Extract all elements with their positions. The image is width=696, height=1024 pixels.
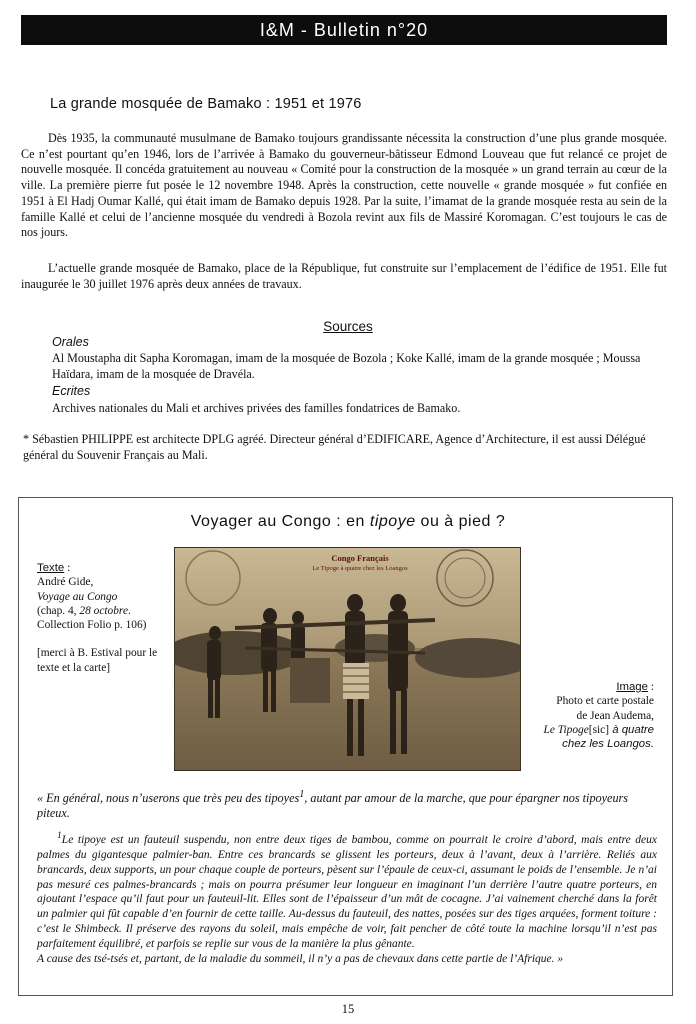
credit-chapter-end: . bbox=[128, 604, 131, 617]
quote-end: , autant par amour de la marche, que pour épargner nos tipoyeurs piteux. bbox=[37, 791, 629, 821]
credit-chapter-date: 28 octobre bbox=[79, 604, 129, 617]
sources-written-text: Archives nationales du Mali et archives privées des familles fondatrices de Bamako. bbox=[52, 401, 461, 415]
article-title: La grande mosquée de Bamako : 1951 et 1976 bbox=[50, 96, 362, 112]
note-closing: A cause des tsé-tsés et, partant, de la maladie du sommeil, il n’y a pas de chevaux dans cette partie de l’Afrique. » bbox=[37, 953, 564, 966]
credit-thanks: [merci à B. Estival pour le texte et la carte] bbox=[37, 647, 158, 674]
text-label: Texte bbox=[37, 562, 65, 574]
note-marker: 1 bbox=[57, 830, 62, 841]
text-label-sep: : bbox=[64, 562, 71, 574]
article-paragraph-2: L’actuelle grande mosquée de Bamako, place de la République, fut construite sur l’emplacement de l’édifice de 1951. Elle fut inaugurée le 30 juillet 1976 après deux années de travaux. bbox=[21, 261, 667, 291]
image-label-sep: : bbox=[647, 681, 654, 693]
box-title bbox=[0, 513, 696, 531]
author-footnote: * Sébastien PHILIPPE est architecte DPLG agréé. Directeur général d’EDIFICARE, Agence d’Architecture, il est aussi Délégué général du Souvenir Français au Mali. bbox=[23, 432, 646, 462]
image-label: Image bbox=[616, 681, 648, 693]
postcard-photo bbox=[174, 547, 521, 771]
sources-title: Sources bbox=[323, 319, 373, 334]
page-number: 15 bbox=[341, 1002, 355, 1016]
box-title-end: ou à pied ? bbox=[415, 513, 506, 530]
quote-footnote-marker: 1 bbox=[299, 789, 305, 800]
credit-chapter: (chap. 4, bbox=[37, 604, 80, 617]
sources-written-label: Ecrites bbox=[52, 384, 91, 398]
tipoye-footnote bbox=[37, 829, 657, 967]
sources-oral-label: Orales bbox=[52, 335, 89, 349]
sources-oral-text: Al Moustapha dit Sapha Koromagan, imam de la mosquée de Bozola ; Koke Kallé, imam de la grande mosquée ; Moussa Haïdara, imam de la mosquée de Dravéla. bbox=[52, 351, 641, 381]
credit-collection: Collection Folio p. 106) bbox=[37, 619, 147, 632]
postcard-caption-subtitle: Le Tipoge à quatre chez les Loangos bbox=[312, 565, 408, 572]
article-paragraph-1: Dès 1935, la communauté musulmane de Bamako toujours grandissante nécessita la construction d’une plus grande mosquée. Ce n’est pourtant qu’en 1946, lors de l’arrivée à Bamako du gouverneur-bâtisseur Edmond Louveau que fut relancé ce projet de nouvelle mosquée. Il concéda gratuitement au nouveau « Comité pour la construction de la mosquée » un grand terrain au cœur de la ville. La première pierre fut posée le 12 novembre 1948. Après la construction, cette nouvelle « grande mosquée » fut confiée en 1951 à El Hadj Oumar Kallé, qui était imam de Bamako depuis 1928. Par la suite, l’imamat de la grande mosquée resta au sein de la famille Kallé et celui de l’ancienne mosquée du vendredi à Bozola revint aux fils de Massiré Koromagan. C’est toujours le cas de nos jours. bbox=[21, 131, 667, 240]
bulletin-header bbox=[21, 15, 667, 45]
note-text: Le tipoye est un fauteuil suspendu, non entre deux tiges de bambou, comme on pourrait le croire d’abord, mais entre deux palmes du gigantesque palmier-ban. Entre ces brancards se glissent les porteurs, deux à l’avant, deux à l’arrière. Reliés aux brancards, deux supports, un pour chaque couple de porteurs, pèsent sur l’épaule de ceux-ci, assumant le poids de l’ensemble. Je n’ai pas mesuré ces palmes-brancards ; mais on pourra présumer leur longueur en imaginant l’un derrière l’autre quatre porteurs, en ajoutant l’espace qu’il faut pour un fauteuil-lit. Elles sont de l’épaisseur d’un mât de cocagne. J’ai vainement cherché dans la forêt un palmier qui fût capable d’en fournir de cette taille. Au-dessus du fauteuil, des nattes, posées sur des tiges arquées, forment toiture : c’est le Shimbeck. Il préserve des rayons du soleil, mais empêche de voir, fait pencher de côté toute la machine lorsqu’il n’est pas parfaitement équilibré, et parfois se replie sur vous de la manière la plus gênante. bbox=[37, 833, 657, 951]
image-credit bbox=[520, 680, 654, 751]
text-credit bbox=[37, 561, 177, 675]
postcard-caption-title: Congo Français bbox=[331, 553, 389, 563]
bulletin-title: I&M - Bulletin n°20 bbox=[259, 19, 429, 40]
box-title-start: Voyager au Congo : en bbox=[190, 513, 370, 530]
box-title-italic: tipoye bbox=[369, 513, 416, 530]
postcard-illustration bbox=[175, 548, 520, 770]
image-credit-line1: Photo et carte postale bbox=[556, 695, 654, 708]
credit-book: Voyage au Congo bbox=[37, 590, 118, 603]
credit-author: André Gide, bbox=[37, 576, 94, 589]
image-credit-sic: [sic] bbox=[588, 723, 610, 736]
gide-quote bbox=[37, 787, 657, 822]
image-credit-line2: de Jean Audema, bbox=[576, 709, 654, 722]
quote-start: « En général, nous n’userons que très peu des tipoyes bbox=[37, 791, 300, 806]
image-credit-title-rest: à quatre chez les Loangos. bbox=[562, 723, 654, 751]
image-credit-title: Le Tipoge bbox=[543, 723, 589, 736]
